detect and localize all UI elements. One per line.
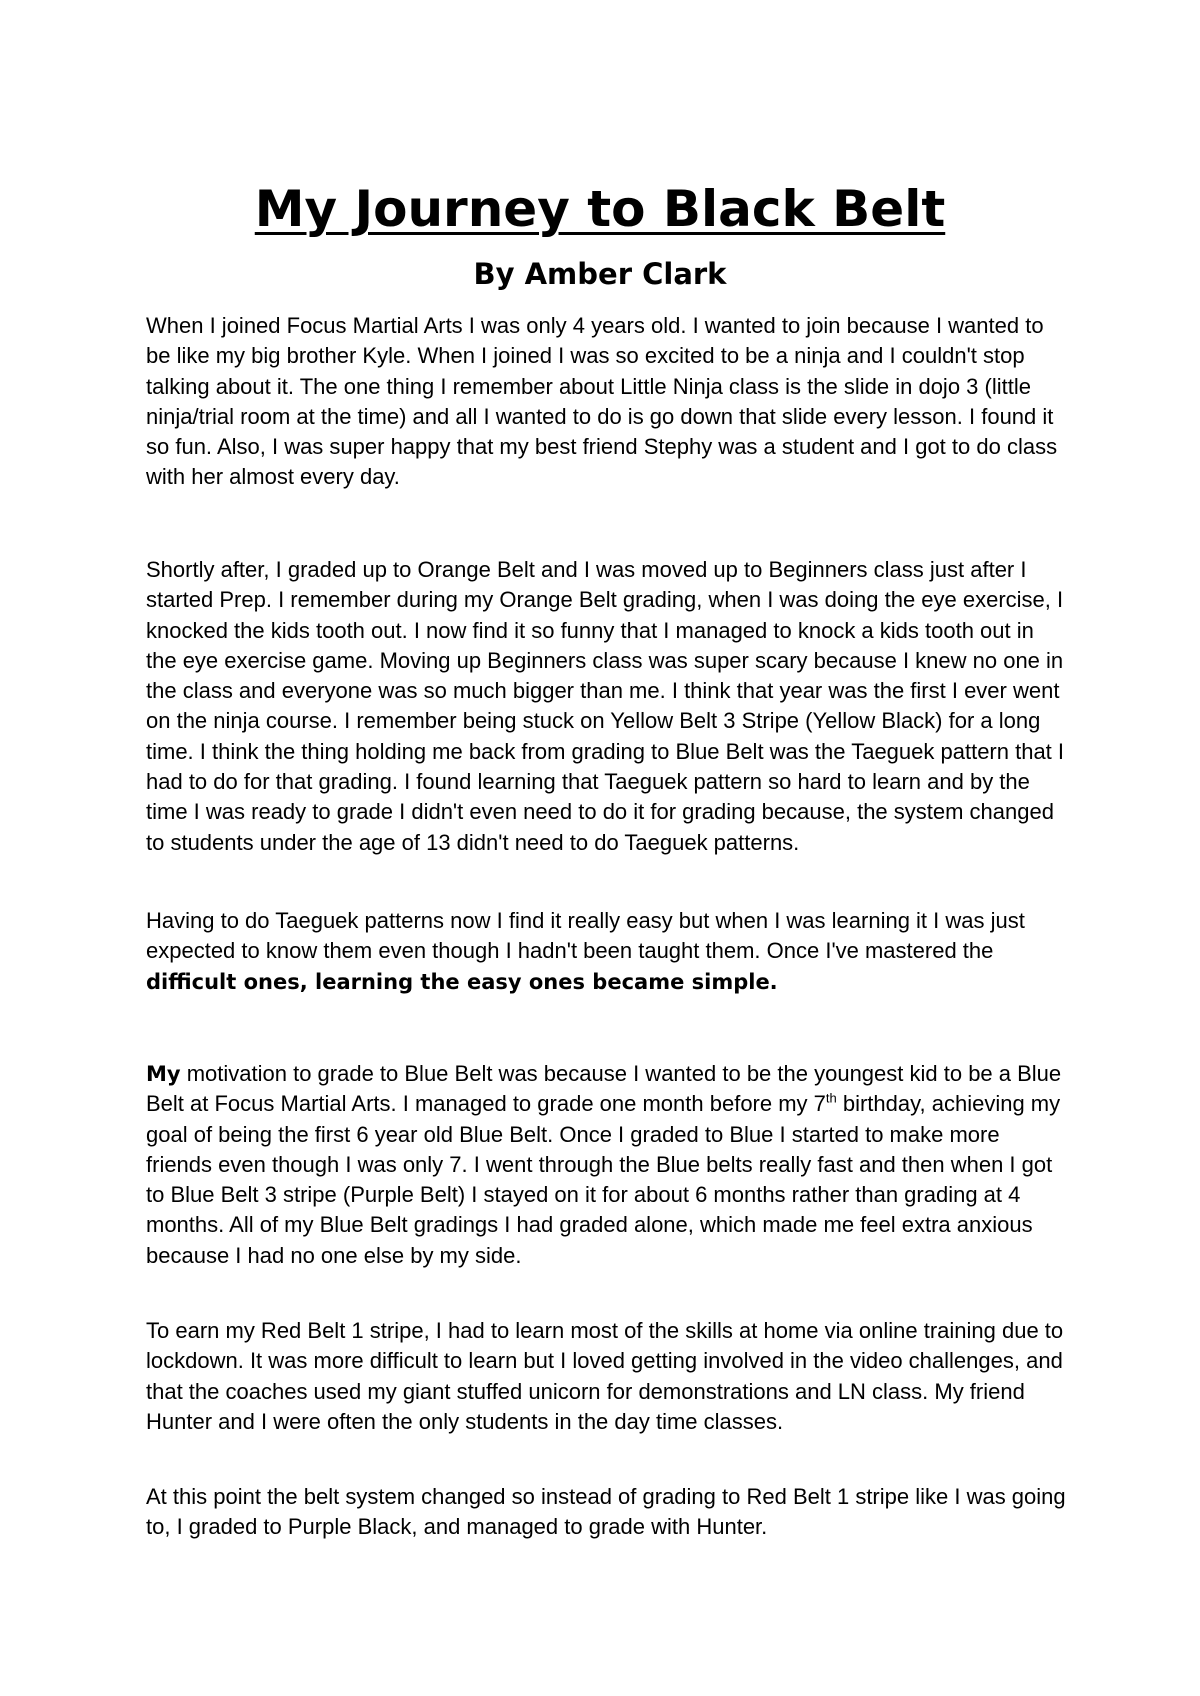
paragraph-taeguek-patterns xyxy=(146,906,1066,997)
paragraph-blue-belt-emphasis: My xyxy=(146,1062,181,1086)
paragraph-taeguek-text: Having to do Taeguek patterns now I find it really easy but when I was learning it I was just expected to know them even though I hadn't been taught them. Once I've mastered the xyxy=(146,908,1025,964)
paragraph-red-belt: To earn my Red Belt 1 stripe, I had to learn most of the skills at home via online training due to lockdown. It was more difficult to learn but I loved getting involved in the video challenges, and that the coaches used my giant stuffed unicorn for demonstrations and LN class. My friend Hunter and I were often the only students in the day time classes. xyxy=(146,1318,1064,1434)
ordinal-superscript: th xyxy=(825,1090,837,1106)
paragraph-purple-black: At this point the belt system changed so instead of grading to Red Belt 1 stripe like I was going to, I graded to Purple Black, and managed to grade with Hunter. xyxy=(146,1484,1066,1540)
author-byline: By Amber Clark xyxy=(473,257,727,291)
paragraph-blue-belt-text-2: birthday, achieving my goal of being the first 6 year old Blue Belt. Once I graded to Blue I started to make more friends even though I was only 7. I went through the Blue belts really fast and then when I got to Blue Belt 3 stripe (Purple Belt) I stayed on it for about 6 months rather than grading at 4 months. All of my Blue Belt gradings I had graded alone, which made me feel extra anxious because I had no one else by my side. xyxy=(146,1091,1061,1268)
paragraph-blue-belt-text-1: motivation to grade to Blue Belt was because I wanted to be the youngest kid to be a Blue Belt at Focus Martial Arts. I managed to grade one month before my 7 xyxy=(146,1061,1062,1117)
paragraph-blue-belt xyxy=(146,1059,1066,1271)
document-title: My Journey to Black Belt xyxy=(254,180,946,238)
paragraph-joining: When I joined Focus Martial Arts I was only 4 years old. I wanted to join because I wanted to be like my big brother Kyle. When I joined I was so excited to be a ninja and I couldn't stop talking about it. The one thing I remember about Little Ninja class is the slide in dojo 3 (little ninja/trial room at the time) and all I wanted to do is go down that slide every lesson. I found it so fun. Also, I was super happy that my best friend Stephy was a student and I got to do class with her almost every day. xyxy=(146,313,1058,490)
paragraph-taeguek-emphasis: difficult ones, learning the easy ones became simple. xyxy=(146,969,778,994)
paragraph-orange-belt: Shortly after, I graded up to Orange Belt and I was moved up to Beginners class just after I started Prep. I remember during my Orange Belt grading, when I was doing the eye exercise, I knocked the kids tooth out. I now find it so funny that I managed to knock a kids tooth out in the eye exercise game. Moving up Beginners class was super scary because I knew no one in the class and everyone was so much bigger than me. I think that year was the first I ever went on the ninja course. I remember being stuck on Yellow Belt 3 Stripe (Yellow Black) for a long time. I think the thing holding me back from grading to Blue Belt was the Taeguek pattern that I had to do for that grading. I found learning that Taeguek pattern so hard to learn and by the time I was ready to grade I didn't even need to do it for grading because, the system changed to students under the age of 13 didn't need to do Taeguek patterns. xyxy=(146,557,1065,855)
